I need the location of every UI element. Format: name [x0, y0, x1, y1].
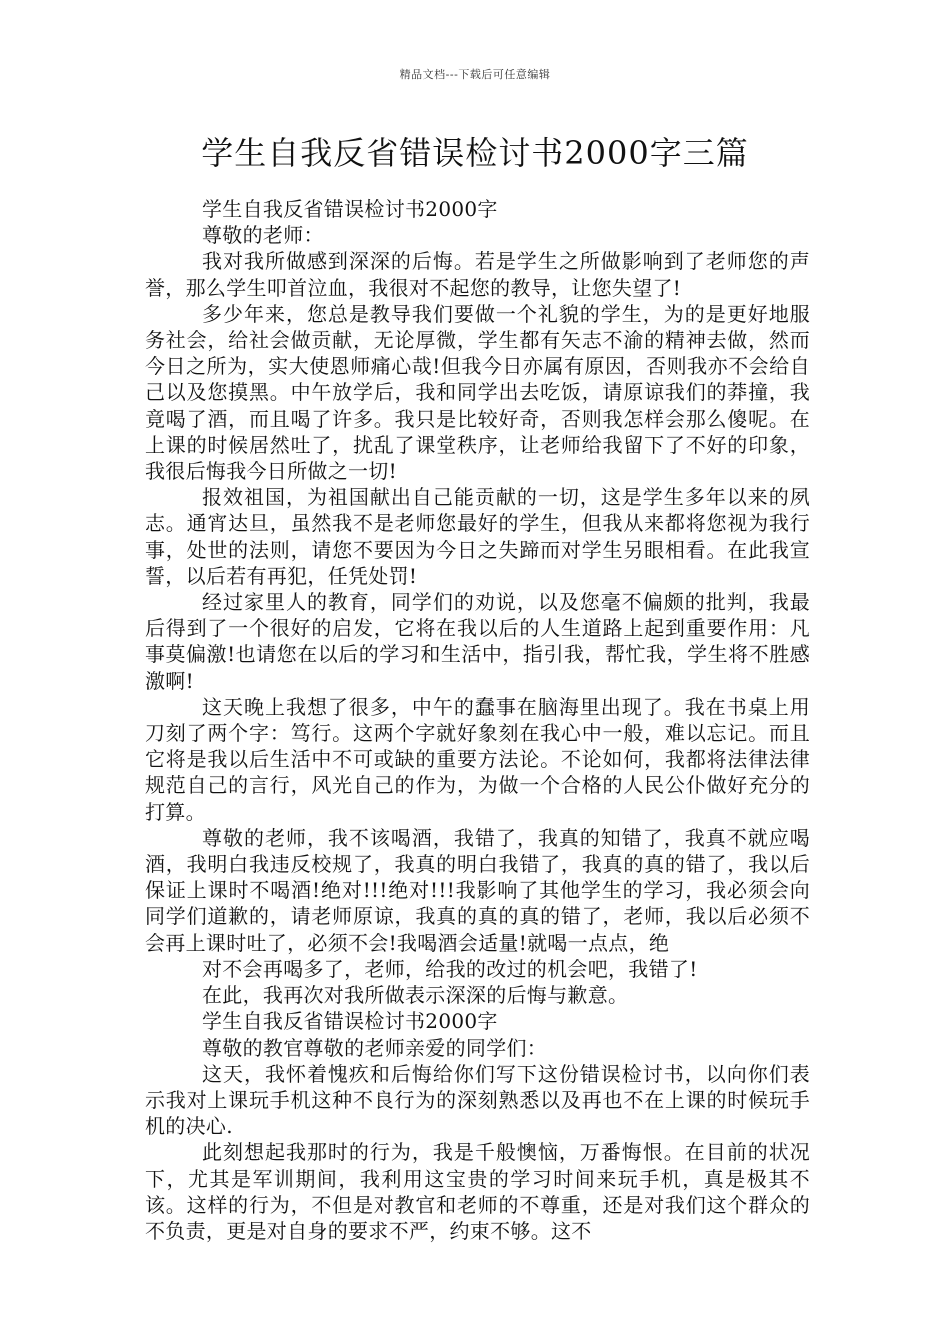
paragraph: 尊敬的教官尊敬的老师亲爱的同学们： [202, 1035, 548, 1060]
paragraph: 尊敬的老师，我不该喝酒，我错了，我真的知错了，我真不就应喝酒，我明白我违反校规了，我真的明白我错了，我真的真的错了，我以后保证上课时不喝酒!绝对!!!绝对!!!我影响了其他学生的学习，我必须会向同学们道歉的，请老师原谅，我真的真的真的错了，老师，我以后必须不会再上课时吐了，必须不会!我喝酒会适量!就喝一点点，绝 [145, 825, 810, 955]
paragraph: 我对我所做感到深深的后悔。若是学生之所做影响到了老师您的声誉，那么学生叩首泣血，我很对不起您的教导，让您失望了! [145, 249, 810, 300]
paragraph: 尊敬的老师： [202, 223, 324, 248]
paragraph: 在此，我再次对我所做表示深深的后悔与歉意。 [202, 983, 629, 1008]
paragraph: 报效祖国，为祖国献出自己能贡献的一切，这是学生多年以来的夙志。通宵达旦，虽然我不是老师您最好的学生，但我从来都将您视为我行事，处世的法则，请您不要因为今日之失蹄而对学生另眼相看。在此我宣誓，以后若有再犯，任凭处罚! [145, 485, 810, 588]
document-body [145, 196, 810, 1244]
header-note: 精品文档---下载后可任意编辑 [399, 68, 551, 81]
paragraph: 学生自我反省错误检讨书2000字 [202, 197, 498, 221]
document-title: 学生自我反省错误检讨书2000字三篇 [201, 134, 749, 172]
paragraph: 这天晚上我想了很多，中午的蠢事在脑海里出现了。我在书桌上用刀刻了两个字：笃行。这两个字就好象刻在我心中一般，难以忘记。而且它将是我以后生活中不可或缺的重要方法论。不论如何，我都将法律法律规范自己的言行，风光自己的作为，为做一个合格的人民公仆做好充分的打算。 [145, 694, 810, 824]
paragraph: 学生自我反省错误检讨书2000字 [202, 1009, 498, 1034]
paragraph: 对不会再喝多了，老师，给我的改过的机会吧，我错了! [202, 956, 698, 981]
paragraph: 此刻想起我那时的行为，我是千般懊恼，万番悔恨。在目前的状况下，尤其是军训期间，我利用这宝贵的学习时间来玩手机，真是极其不该。这样的行为，不但是对教官和老师的不尊重，还是对我们这个群众的不负责，更是对自身的要求不严，约束不够。这不 [145, 1140, 810, 1243]
paragraph: 多少年来，您总是教导我们要做一个礼貌的学生，为的是更好地服务社会，给社会做贡献，无论厚微，学生都有矢志不渝的精神去做，然而今日之所为，实大使恩师痛心哉!但我今日亦属有原因，否则我亦不会给自己以及您摸黑。中午放学后，我和同学出去吃饭，请原谅我们的莽撞，我竟喝了酒，而且喝了许多。我只是比较好奇，否则我怎样会那么傻呢。在上课的时候居然吐了，扰乱了课堂秩序，让老师给我留下了不好的印象，我很后悔我今日所做之一切! [145, 301, 810, 484]
paragraph: 经过家里人的教育，同学们的劝说，以及您毫不偏颇的批判，我最后得到了一个很好的启发，它将在我以后的人生道路上起到重要作用：凡事莫偏激!也请您在以后的学习和生活中，指引我，帮忙我，学生将不胜感激啊! [145, 590, 810, 693]
paragraph: 这天，我怀着愧疚和后悔给你们写下这份错误检讨书，以向你们表示我对上课玩手机这种不良行为的深刻熟悉以及再也不在上课的时候玩手机的决心. [145, 1061, 810, 1139]
